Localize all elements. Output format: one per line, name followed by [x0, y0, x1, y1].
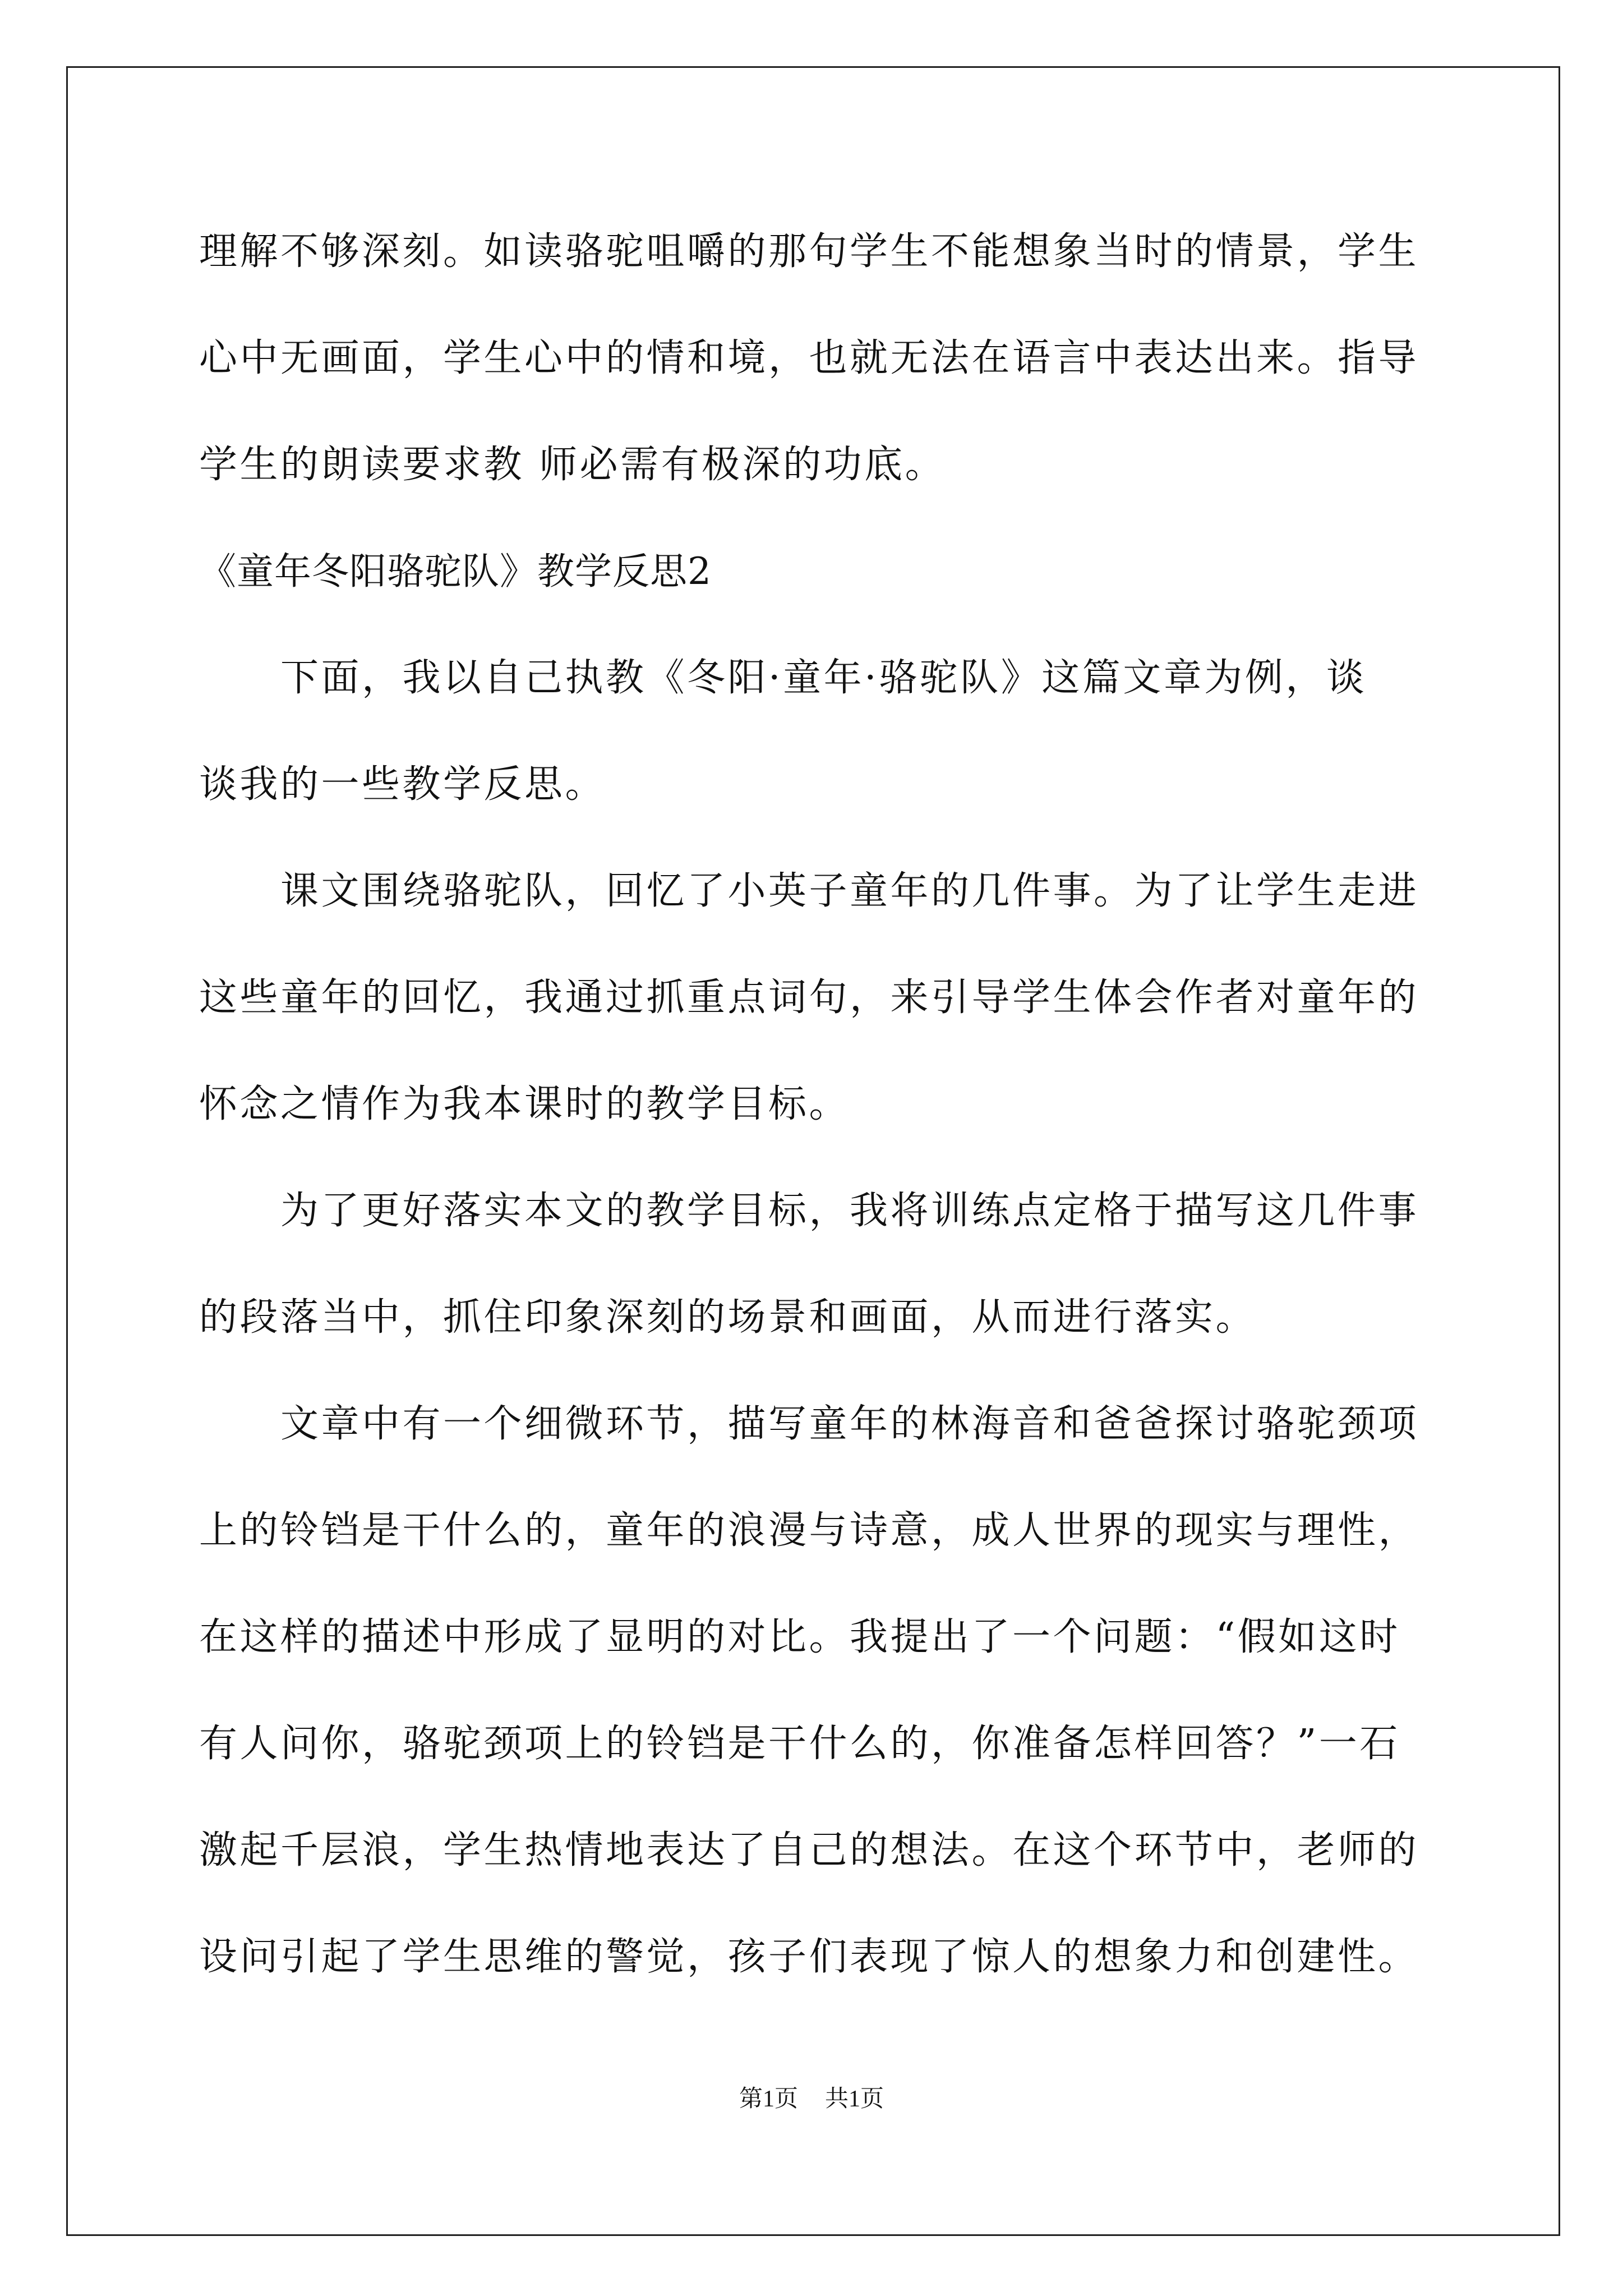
- text-line-7: 课文围绕骆驼队，回忆了小英子童年的几件事。为了让学生走进: [280, 869, 1419, 913]
- text-line-15: 有人问你，骆驼颈项上的铃铛是干什么的，你准备怎样回答？”一石: [199, 1722, 1400, 1766]
- text-line-5: 下面，我以自己执教《冬阳·童年·骆驼队》这篇文章为例，谈: [280, 656, 1367, 700]
- page-footer: [0, 2082, 1623, 2116]
- text-line-1: 理解不够深刻。如读骆驼咀嚼的那句学生不能想象当时的情景，学生: [199, 229, 1419, 274]
- text-line-14: 在这样的描述中形成了显明的对比。我提出了一个问题：“假如这时: [199, 1615, 1400, 1659]
- text-line-16: 激起千层浪，学生热情地表达了自己的想法。在这个环节中，老师的: [199, 1828, 1419, 1872]
- text-line-3: 学生的朗读要求教 师必需有极深的功底。: [199, 443, 946, 487]
- section-heading: 《童年冬阳骆驼队》教学反思2: [199, 550, 712, 593]
- text-line-2: 心中无画面，学生心中的情和境，也就无法在语言中表达出来。指导: [199, 336, 1419, 380]
- text-line-13: 上的铃铛是干什么的，童年的浪漫与诗意，成人世界的现实与理性，: [199, 1508, 1419, 1553]
- text-line-8: 这些童年的回忆，我通过抓重点词句，来引导学生体会作者对童年的: [199, 976, 1419, 1020]
- text-line-12: 文章中有一个细微环节，描写童年的林海音和爸爸探讨骆驼颈项: [280, 1402, 1419, 1446]
- document-body: [199, 213, 1427, 2025]
- page-total: 共1页: [825, 2086, 884, 2112]
- page-number: 第1页: [739, 2086, 798, 2112]
- text-line-10: 为了更好落实本文的教学目标，我将训练点定格于描写这几件事: [280, 1189, 1419, 1233]
- text-line-11: 的段落当中，抓住印象深刻的场景和画面，从而进行落实。: [199, 1295, 1257, 1340]
- text-line-9: 怀念之情作为我本课时的教学目标。: [199, 1082, 850, 1126]
- text-line-17: 设问引起了学生思维的警觉，孩子们表现了惊人的想象力和创建性。: [199, 1935, 1419, 1979]
- text-line-6: 谈我的一些教学反思。: [199, 762, 606, 807]
